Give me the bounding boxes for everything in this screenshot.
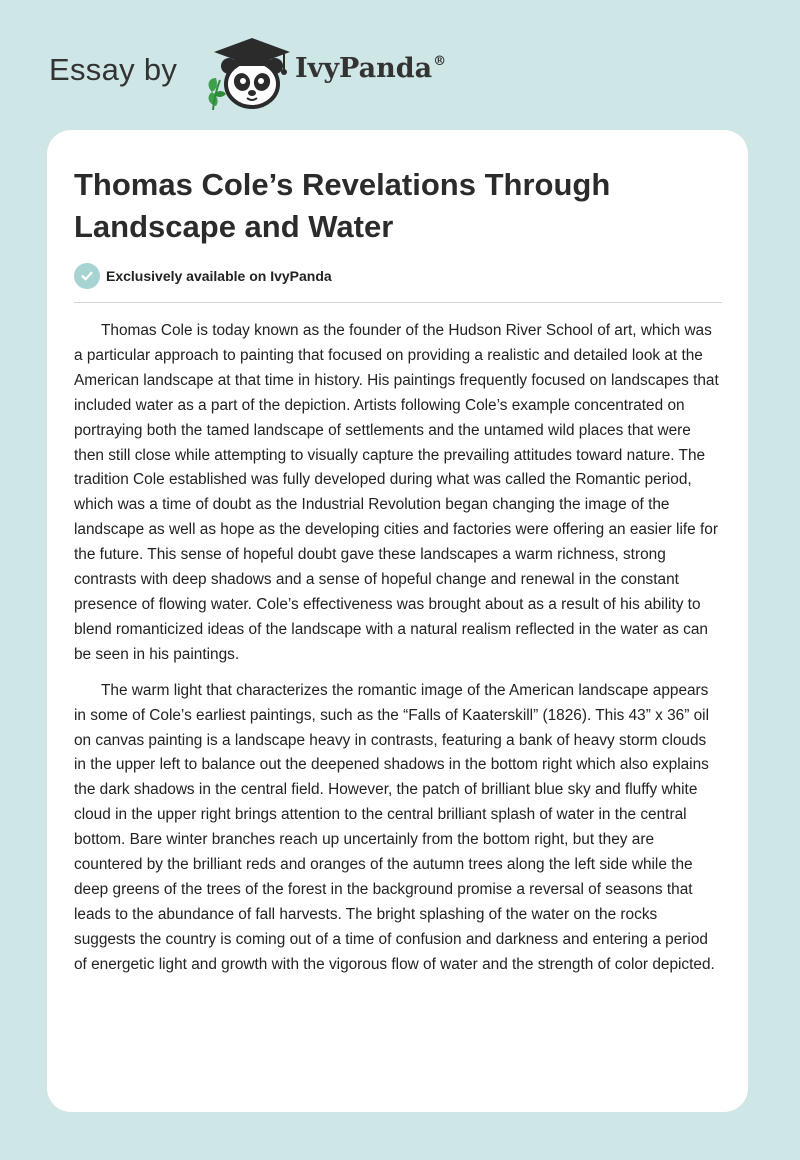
- paragraph: Thomas Cole is today known as the founder of the Hudson River School of art, which was a particular approach to painting that focused on providing a realistic and detailed look at the American landscape at that time in history. His paintings frequently focused on landscapes that included water as a part of the depiction. Artists following Cole’s example concentrated on portraying both the tamed landscape of settlements and the untamed wild places that were then still close while attempting to visually capture the prevailing attitudes toward nature. The tradition Cole established was fully developed during what was called the Romantic period, which was a time of doubt as the Industrial Revolution began changing the image of the landscape as well as hope as the developing cities and factories were offering an easier life for the future. This sense of hopeful doubt gave these landscapes a warm richness, strong contrasts with deep shadows and a sense of hopeful change and renewal in the constant presence of flowing water. Cole’s effectiveness was brought about as a result of his ability to blend romanticized ideas of the landscape with a natural realism reflected in the water as can be seen in his paintings.: [74, 322, 719, 663]
- paragraph: The warm light that characterizes the romantic image of the American landscape appears in some of Cole’s earliest paintings, such as the “Falls of Kaaterskill” (1826). This 43” x 36” oil on canvas painting is a landscape heavy in contrasts, featuring a bank of heavy storm clouds in the upper left to balance out the deepened shadows in the bottom right which also explains the dark shadows in the central field. However, the patch of brilliant blue sky and fluffy white cloud in the upper right brings attention to the central brilliant splash of water in the central bottom. Bare winter branches reach up uncertainly from the bottom right, but they are countered by the brilliant reds and oranges of the autumn trees along the left side while the deep greens of the trees of the forest in the background promise a reversal of seasons that leads to the abundance of fall harvests. The bright splashing of the water on the rocks suggests the country is coming out of a time of confusion and darkness and entering a period of energetic light and growth with the vigorous flow of water and the strength of color depicted.: [74, 681, 715, 973]
- check-icon: [74, 263, 100, 289]
- exclusive-badge-text: Exclusively available on IvyPanda: [106, 268, 332, 284]
- article-card: [47, 130, 748, 1112]
- article-title: Thomas Cole’s Revelations Through Landscape and Water: [74, 167, 611, 244]
- brand-name-text: IvyPanda: [295, 53, 433, 84]
- panda-graduate-icon: [204, 34, 294, 114]
- brand-prefix: Essay by: [49, 52, 178, 87]
- registered-mark: ®: [433, 54, 447, 69]
- brand-header[interactable]: [49, 34, 549, 114]
- article-body: [74, 319, 722, 989]
- exclusive-badge: [74, 263, 332, 289]
- brand-name: [295, 53, 446, 84]
- divider: [74, 302, 722, 303]
